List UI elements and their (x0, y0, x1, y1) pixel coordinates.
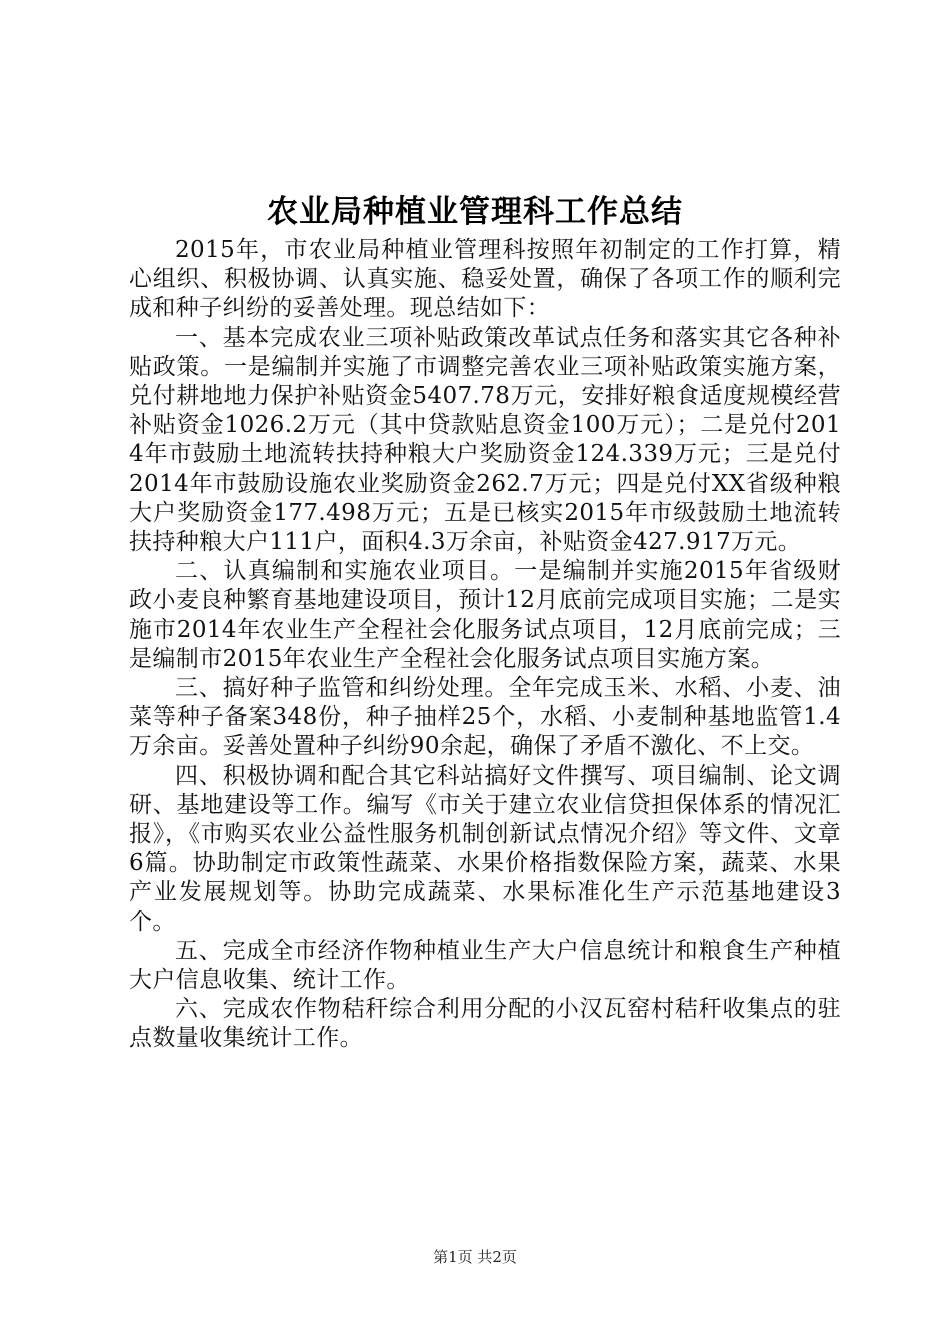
paragraph-section-5: 五、完成全市经济作物种植业生产大户信息统计和粮食生产种植大户信息收集、统计工作。 (129, 937, 841, 994)
paragraph-section-2: 二、认真编制和实施农业项目。一是编制并实施2015年省级财政小麦良种繁育基地建设项目，预计12月底前完成项目实施；二是实施市2014年农业生产全程社会化服务试点项目，12月底前完成；三是编制市2015年农业生产全程社会化服务试点项目实施方案。 (129, 558, 841, 672)
paragraph-section-4: 四、积极协调和配合其它科站搞好文件撰写、项目编制、论文调研、基地建设等工作。编写《市关于建立农业信贷担保体系的情况汇报》，《市购买农业公益性服务机制创新试点情况介绍》等文件、文章6篇。协助制定市政策性蔬菜、水果价格指数保险方案，蔬菜、水果产业发展规划等。协助完成蔬菜、水果标准化生产示范基地建设3个。 (129, 762, 841, 935)
paragraph-section-6: 六、完成农作物秸秆综合利用分配的小汉瓦窑村秸秆收集点的驻点数量收集统计工作。 (129, 996, 841, 1052)
document-body (129, 236, 841, 1054)
paragraph-intro: 2015年，市农业局种植业管理科按照年初制定的工作打算，精心组织、积极协调、认真实施、稳妥处置，确保了各项工作的顺利完成和种子纠纷的妥善处理。现总结如下： (129, 237, 841, 322)
paragraph-section-3: 三、搞好种子监管和纠纷处理。全年完成玉米、水稻、小麦、油菜等种子备案348份，种子抽样25个，水稻、小麦制种基地监管1.4万余亩。妥善处置种子纠纷90余起，确保了矛盾不激化、不上交。 (129, 675, 841, 760)
document-title: 农业局种植业管理科工作总结 (267, 194, 683, 230)
paragraph-section-1: 一、基本完成农业三项补贴政策改革试点任务和落实其它各种补贴政策。一是编制并实施了市调整完善农业三项补贴政策实施方案，兑付耕地地力保护补贴资金5407.78万元，安排好粮食适度规模经营补贴资金1026.2万元（其中贷款贴息资金100万元）；二是兑付2014年市鼓励土地流转扶持种粮大户奖励资金124.339万元；三是兑付2014年市鼓励设施农业奖励资金262.7万元；四是兑付XX省级种粮大户奖励资金177.498万元；五是已核实2015年市级鼓励土地流转扶持种粮大户111户，面积4.3万余亩，补贴资金427.917万元。 (129, 324, 841, 556)
page-footer: 第1页 共2页 (433, 1248, 517, 1266)
